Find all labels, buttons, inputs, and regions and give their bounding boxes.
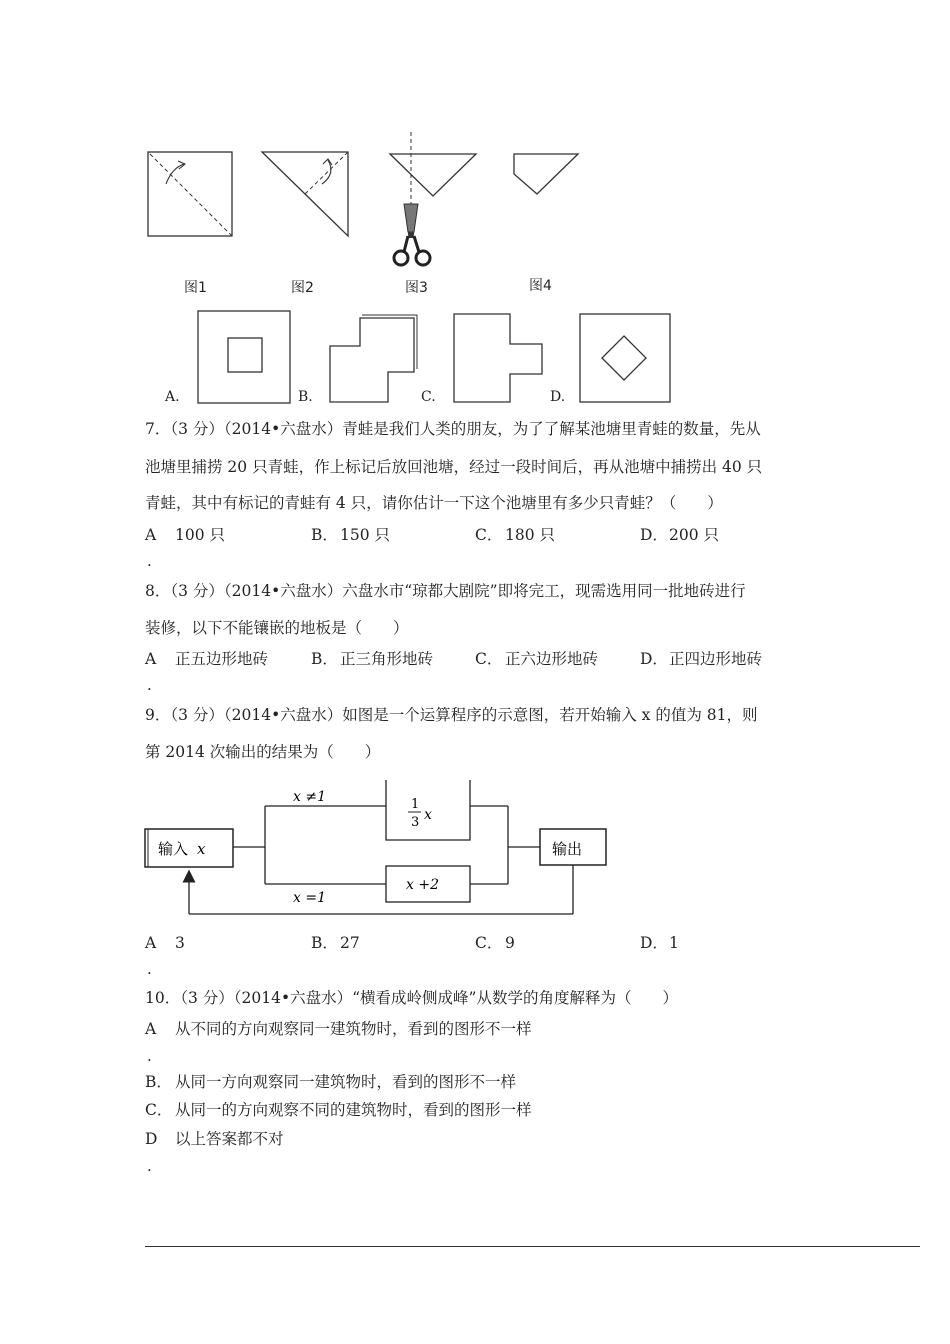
q9-option-b-text: 27 [340,934,360,952]
bottom-op: x +2 [406,877,439,893]
q8-line-2: 装修，以下不能镶嵌的地板是（ ） [145,619,409,637]
q8-option-a-text: 正五边形地砖 [175,650,269,668]
q8-option-c-letter: C． [475,650,503,668]
q6-option-figures [190,306,690,406]
q8-line-1: 8．（3 分）（2014•六盘水）六盘水市“琼都大剧院”即将完工，现需选用同一批地砖进行 [145,582,746,600]
q6-option-d-label: D. [550,389,566,405]
q10-option-a-text: 从不同的方向观察同一建筑物时，看到的图形不一样 [175,1020,532,1038]
cond-bottom: x =1 [293,890,326,906]
q8-option-d-letter: D． [640,650,668,668]
q9-option-d-letter: D． [640,934,668,952]
input-label: 输入 [158,840,189,858]
q10-line-1: 10．（3 分）（2014•六盘水）“横看成岭侧成峰”从数学的角度解释为（ ） [145,989,678,1007]
q9-option-c-text: 9 [505,934,515,952]
folding-figures [140,128,600,288]
cond-top: x ≠1 [293,789,326,805]
input-var: x [197,840,206,858]
q10-option-d-letter: D [145,1130,158,1148]
figure-2-label: 图2 [291,280,314,296]
figure-1-label: 图1 [184,280,207,296]
q6-option-a-label: A. [165,389,180,405]
q8-option-b-letter: B． [311,650,338,668]
q10-option-c-text: 从同一的方向观察不同的建筑物时，看到的图形一样 [175,1101,532,1119]
q9-option-d-text: 1 [669,934,679,952]
q7-option-d-letter: D． [640,526,668,544]
q8-dot: . [147,676,152,694]
q7-line-2: 池塘里捕捞 20 只青蛙，作上标记后放回池塘，经过一段时间后，再从池塘中捕捞出 40 只 [145,458,763,476]
q8-option-b-text: 正三角形地砖 [340,650,434,668]
frac-den: 3 [411,815,420,830]
q9-option-a-letter: A [145,934,157,952]
q10-option-c-letter: C． [145,1101,173,1119]
q7-option-a-letter: A [145,526,157,544]
q9-line-2: 第 2014 次输出的结果为（ ） [145,743,381,761]
frac-num: 1 [411,797,420,812]
q7-line-1: 7．（3 分）（2014•六盘水）青蛙是我们人类的朋友，为了了解某池塘里青蛙的数量，先从 [145,420,761,438]
q9-line-1: 9．（3 分）（2014•六盘水）如图是一个运算程序的示意图，若开始输入 x 的值为 81，则 [145,706,758,724]
q8-option-c-text: 正六边形地砖 [505,650,599,668]
q9-dot: . [147,960,152,978]
figure-3-label: 图3 [405,280,428,296]
q9-option-a-text: 3 [175,934,185,952]
q7-line-3: 青蛙，其中有标记的青蛙有 4 只，请你估计一下这个池塘里有多少只青蛙？（ ） [145,494,723,512]
q8-option-a-letter: A [145,650,157,668]
q6-option-b-label: B. [298,389,313,405]
q10-option-a-letter: A [145,1020,157,1038]
q7-option-d-text: 200 只 [669,526,720,544]
q7-dot: . [147,552,152,570]
q7-option-b-text: 150 只 [340,526,391,544]
figure-4-label: 图4 [529,278,552,294]
q9-option-b-letter: B． [311,934,338,952]
q6-option-c-label: C. [421,389,436,405]
output-label: 输出 [552,840,583,858]
q10-option-d-text: 以上答案都不对 [175,1130,284,1148]
q10-option-d-dot: . [147,1157,152,1175]
q8-option-d-text: 正四边形地砖 [669,650,763,668]
footer-divider [145,1246,920,1247]
q7-option-a-text: 100 只 [175,526,226,544]
q9-flowchart [140,772,620,922]
frac-var: x [424,807,432,823]
q10-option-b-text: 从同一方向观察同一建筑物时，看到的图形不一样 [175,1073,517,1091]
q10-option-a-dot: . [147,1047,152,1065]
q7-option-c-letter: C． [475,526,503,544]
q9-option-c-letter: C． [475,934,503,952]
q7-option-b-letter: B． [311,526,338,544]
q7-option-c-text: 180 只 [505,526,556,544]
q10-option-b-letter: B． [145,1073,172,1091]
